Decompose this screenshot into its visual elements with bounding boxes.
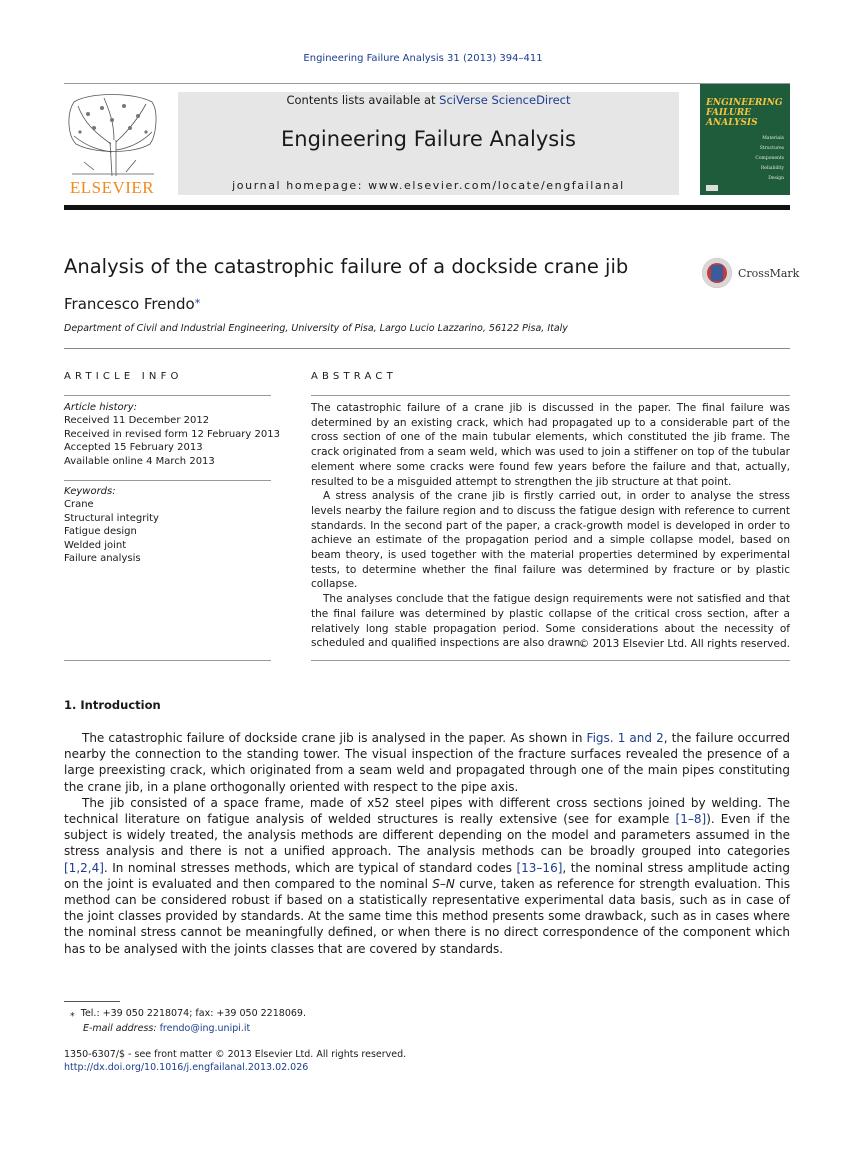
abstract-paragraph: The catastrophic failure of a crane jib is discussed in the paper. The final failure was determined by an existing crack, which had propagated up to a considerable part of the cross section of one of the main tubular elements, which constituted the jib frame. The crack originated from a seam weld, which was used to join a stiffener on top of the tubular element where some cracks were found few years before the failure and that, actually, resulted to be a misguided attempt to strengthen the jib structure at that point. [311,402,790,488]
keyword-item: Crane [64,499,94,511]
article-info-rule [64,395,271,396]
keyword-item: Welded joint [64,539,127,551]
abstract-paragraph: A stress analysis of the crane jib is firstly carried out, in order to analyse the stress levels nearby the failure region and to discuss the fatigue design with reference to current standards. In the second part of the paper, a crack-growth model is developed in order to achieve an estimate of the propagation period and a simple collapse model, based on beam theory, is used together with the material properties determined by experimental tests, to determine whether the final failure was determined by fracture or by plastic collapse. [311,490,790,591]
body-paragraph: The jib consisted of a space frame, made of x52 steel pipes with different cross sections joined by welding. The technical literature on fatigue analysis of welded structures is really extensive (see for example [1–8]). Even if the subject is widely treated, the analysis methods are different depending on the model and parameters assumed in the stress analysis and there is not a unified approach. The analysis methods can be broadly grouped into categories [1,2,4]. In nominal stresses methods, which are typical of standard codes [13–16], the nominal stress amplitude acting on the joint is evaluated and then compared to the nominal S–N curve, taken as reference for strength evaluation. This method can be considered robust if based on a statistically representative experimental data basis, such as in case of the joint classes provided by standards. At the same time this method presents some drawback, such as in cases where the nominal stress cannot be meaningfully defined, or when there is no direct correspondence of the component which has to be analysed with the joints classes that are covered by standards. [64,795,790,956]
issn-line: 1350-6307/$ - see front matter © 2013 Elsevier Ltd. All rights reserved. [64,1049,407,1060]
abstract-heading: ABSTRACT [311,371,397,382]
bottom-meta [64,1048,406,1074]
keywords-rule [64,480,271,481]
body-paragraph: The catastrophic failure of dockside crane jib is analysed in the paper. As shown in Figs. 1 and 2, the failure occurred nearby the connection to the standing tower. The visual inspection of the fracture surfaces revealed the presence of a large preexisting crack, which originated from a seam weld and propagated through one of the main pipes constituting the crane jib, in a plane orthogonally oriented with respect to the pipe axis. [64,731,791,794]
author-footnote-link[interactable]: ⁎ [194,293,201,306]
sciencedirect-link[interactable]: SciVerse ScienceDirect [439,93,571,107]
keywords: Keywords: Crane Structural integrity Fatigue design Welded joint Failure analysis [64,486,159,565]
history-item: Received in revised form 12 February 2013 [64,428,280,440]
footnote-tel: Tel.: +39 050 2218074; fax: +39 050 2218069. [80,1008,306,1019]
crossmark-icon [702,258,732,288]
affiliation: Department of Civil and Industrial Engineering, University of Pisa, Largo Lucio Lazzarino, 56122 Pisa, Italy [64,323,568,334]
journal-title: Engineering Failure Analysis [281,127,576,151]
abstract-rule [311,395,790,396]
footnote: ⁎ Tel.: +39 050 2218074; fax: +39 050 2218069. E-mail address: frendo@ing.unipi.it [70,1008,306,1034]
header-rule [64,83,790,84]
affiliation-rule [64,348,790,349]
doi-link[interactable]: http://dx.doi.org/10.1016/j.engfailanal.2013.02.026 [64,1062,309,1073]
journal-cover-thumbnail [700,84,790,195]
keyword-item: Failure analysis [64,553,141,565]
footnote-rule [64,1001,120,1002]
author-name: Francesco Frendo⁎ [64,293,201,313]
journal-homepage[interactable]: journal homepage: www.elsevier.com/locate/engfailanal [232,179,625,192]
article-history: Article history: Received 11 December 2012 Received in revised form 12 February 2013 Accepted 15 February 2013 Available online 4 March 2013 [64,402,280,467]
abstract-paragraph: The analyses conclude that the fatigue design requirements were not satisfied and that the final failure was determined by plastic collapse of the critical cross section, after a relatively long stable propagation period. Some considerations about the necessity of scheduled and qualified inspections are also drawn. [311,593,790,650]
crossmark-button[interactable] [700,258,800,290]
history-item: Available online 4 March 2013 [64,455,215,467]
article-title: Analysis of the catastrophic failure of a dockside crane jib [64,255,629,278]
header-thick-rule [64,205,790,210]
cover-subjects: Materials Structures Components Reliability Design [755,136,784,181]
reference-link[interactable]: [1–8] [675,812,707,827]
figure-link[interactable]: Figs. 1 and 2 [586,731,664,745]
contents-prefix: Contents lists available at [286,93,440,107]
abstract-bottom-rule [311,660,790,661]
body-text [64,730,790,957]
cover-title: ENGINEERING FAILURE ANALYSIS [706,98,783,128]
history-item: Accepted 15 February 2013 [64,442,203,454]
copyright-notice: © 2013 Elsevier Ltd. All rights reserved. [578,638,790,650]
crossmark-label: CrossMark [738,267,800,280]
abstract-text [311,401,790,651]
history-item: Received 11 December 2012 [64,415,210,427]
keyword-item: Structural integrity [64,512,159,524]
keyword-item: Fatigue design [64,526,137,538]
cover-badge [706,185,718,191]
email-link[interactable]: frendo@ing.unipi.it [159,1023,251,1034]
article-info-heading: ARTICLE INFO [64,371,183,382]
contents-line [178,93,679,107]
journal-reference[interactable]: Engineering Failure Analysis 31 (2013) 394–411 [303,53,543,64]
elsevier-logo-text: ELSEVIER [69,178,155,197]
article-info-bottom-rule [64,660,271,661]
reference-link[interactable]: [1,2,4] [64,860,104,875]
section-heading-introduction: 1. Introduction [64,698,161,712]
reference-link[interactable]: [13–16] [516,860,563,875]
